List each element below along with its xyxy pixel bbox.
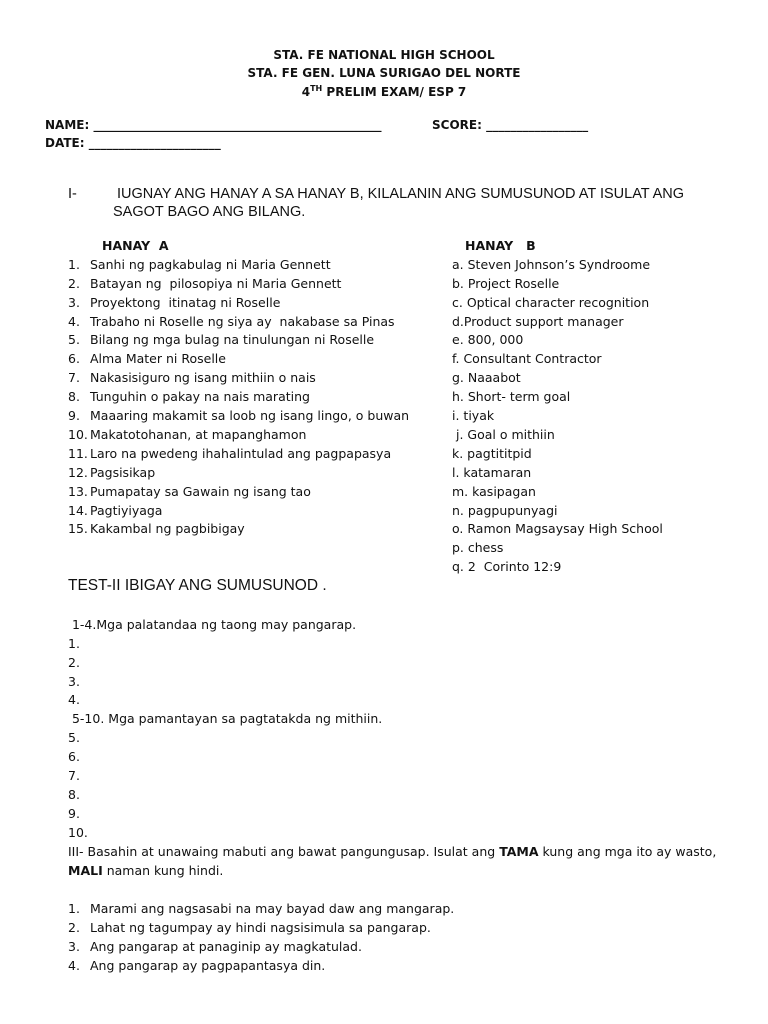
list-item: 6. [68,749,80,764]
item-text: Sanhi ng pagkabulag ni Maria Gennett [90,257,331,272]
list-item [68,370,316,385]
list-item: h. Short- term goal [452,389,571,404]
date-blank: ______________________ [88,136,221,150]
item-text: Pagsisikap [90,465,156,480]
exam-title [0,84,768,99]
list-item: 1. [68,636,80,651]
list-item: 3. [68,674,80,689]
item-number: 9. [68,408,80,423]
list-item: 2. [68,655,80,670]
item-number: 4. [68,314,80,329]
item-text: Marami ang nagsasabi na may bayad daw ang mangarap. [90,901,455,916]
list-item [68,521,245,536]
score-field [432,118,588,132]
item-text: Ang pangarap at panaginip ay magkatulad. [90,939,362,954]
list-item: m. kasipagan [452,484,536,499]
list-item [68,901,454,916]
item-text: Kakambal ng pagbibigay [90,521,245,536]
list-item [68,484,311,499]
list-item [68,503,162,518]
item-text: Alma Mater ni Roselle [90,351,226,366]
name-blank: ________________________________________________ [93,118,382,132]
item-text: Laro na pwedeng ihahalintulad ang pagpapasya [90,446,392,461]
item-number: 1. [68,901,80,916]
exam-number: 4 [301,85,311,99]
list-item: e. 800, 000 [452,332,524,347]
test3-instruction [68,844,716,859]
list-item: 4. [68,692,80,707]
list-item: 5. [68,730,80,745]
name-field [45,118,381,132]
exam-subject: PRELIM EXAM/ ESP 7 [322,85,467,99]
item-number: 2. [68,920,80,935]
list-item: 10. [68,825,88,840]
item-number: 10. [68,427,88,442]
list-item: o. Ramon Magsaysay High School [452,521,663,536]
list-item: 9. [68,806,80,821]
item-number: 4. [68,958,80,973]
item-text: Tunguhin o pakay na nais marating [90,389,310,404]
item-number: 14. [68,503,88,518]
item-text: Ang pangarap ay pagpapantasya din. [90,958,326,973]
list-item [68,276,341,291]
list-item [68,446,391,461]
list-item [68,351,226,366]
list-item [68,389,310,404]
list-item: k. pagtititpid [452,446,532,461]
item-number: 3. [68,939,80,954]
list-item [68,958,325,973]
list-item [68,408,409,423]
test1-instruction-line1: IUGNAY ANG HANAY A SA HANAY B, KILALANIN ANG SUMUSUNOD AT ISULAT ANG [117,186,685,202]
list-item [68,295,280,310]
list-item: q. 2 Corinto 12:9 [452,559,562,574]
list-item: i. tiyak [452,408,495,423]
list-item [68,257,331,272]
item-text: Nakasisiguro ng isang mithiin o nais [90,370,316,385]
list-item: f. Consultant Contractor [452,351,602,366]
hanay-b-heading: HANAY B [465,238,536,253]
item-text: Bilang ng mga bulag na tinulungan ni Roselle [90,332,375,347]
mali-keyword: MALI [68,863,103,878]
item-number: 13. [68,484,88,499]
date-label: DATE: [45,136,85,150]
item-number: 15. [68,521,88,536]
score-blank: _________________ [486,118,589,132]
test3-instruction-cont [68,863,223,878]
school-name: STA. FE NATIONAL HIGH SCHOOL [273,48,495,62]
list-item: 8. [68,787,80,802]
test2-title: TEST-II IBIGAY ANG SUMUSUNOD . [68,577,327,594]
item-number: 8. [68,389,80,404]
list-item: b. Project Roselle [452,276,560,291]
test3-text: III- Basahin at unawaing mabuti ang bawat pangungusap. Isulat ang [68,844,500,859]
item-number: 6. [68,351,80,366]
test3-text: naman kung hindi. [102,863,224,878]
tama-keyword: TAMA [499,844,539,859]
list-item [68,465,155,480]
item-number: 5. [68,332,80,347]
item-number: 3. [68,295,80,310]
list-item: n. pagpupunyagi [452,503,558,518]
hanay-a-heading: HANAY A [102,238,169,253]
list-item: 5-10. Mga pamantayan sa pagtatakda ng mithiin. [68,711,383,726]
item-number: 11. [68,446,88,461]
list-item: c. Optical character recognition [452,295,650,310]
item-text: Pumapatay sa Gawain ng isang tao [90,484,311,499]
item-text: Maaaring makamit sa loob ng isang lingo, o buwan [90,408,410,423]
name-label: NAME: [45,118,90,132]
list-item [68,314,395,329]
list-item: a. Steven Johnson’s Syndroome [452,257,651,272]
exam-ordinal: TH [310,84,323,93]
list-item [68,427,306,442]
list-item: 7. [68,768,80,783]
list-item: p. chess [452,540,504,555]
list-item: l. katamaran [452,465,532,480]
item-text: Makatotohanan, at mapanghamon [90,427,307,442]
item-number: 12. [68,465,88,480]
list-item: g. Naaabot [452,370,521,385]
item-text: Batayan ng pilosopiya ni Maria Gennett [90,276,342,291]
item-text: Lahat ng tagumpay ay hindi nagsisimula sa pangarap. [90,920,431,935]
list-item: j. Goal o mithiin [452,427,555,442]
item-text: Proyektong itinatag ni Roselle [90,295,281,310]
item-number: 1. [68,257,80,272]
date-field [45,136,221,150]
list-item [68,332,374,347]
item-text: Pagtiyiyaga [90,503,163,518]
test3-text: kung ang mga ito ay wasto, [538,844,717,859]
list-item [68,939,362,954]
item-number: 2. [68,276,80,291]
item-number: 7. [68,370,80,385]
test1-numeral: I- [68,186,77,202]
item-text: Trabaho ni Roselle ng siya ay nakabase sa Pinas [90,314,395,329]
school-address: STA. FE GEN. LUNA SURIGAO DEL NORTE [247,66,521,80]
score-label: SCORE: [432,118,482,132]
test1-instruction-line2: SAGOT BAGO ANG BILANG. [113,204,306,220]
list-item: 1-4.Mga palatandaa ng taong may pangarap. [68,617,357,632]
list-item [68,920,431,935]
list-item: d.Product support manager [452,314,624,329]
